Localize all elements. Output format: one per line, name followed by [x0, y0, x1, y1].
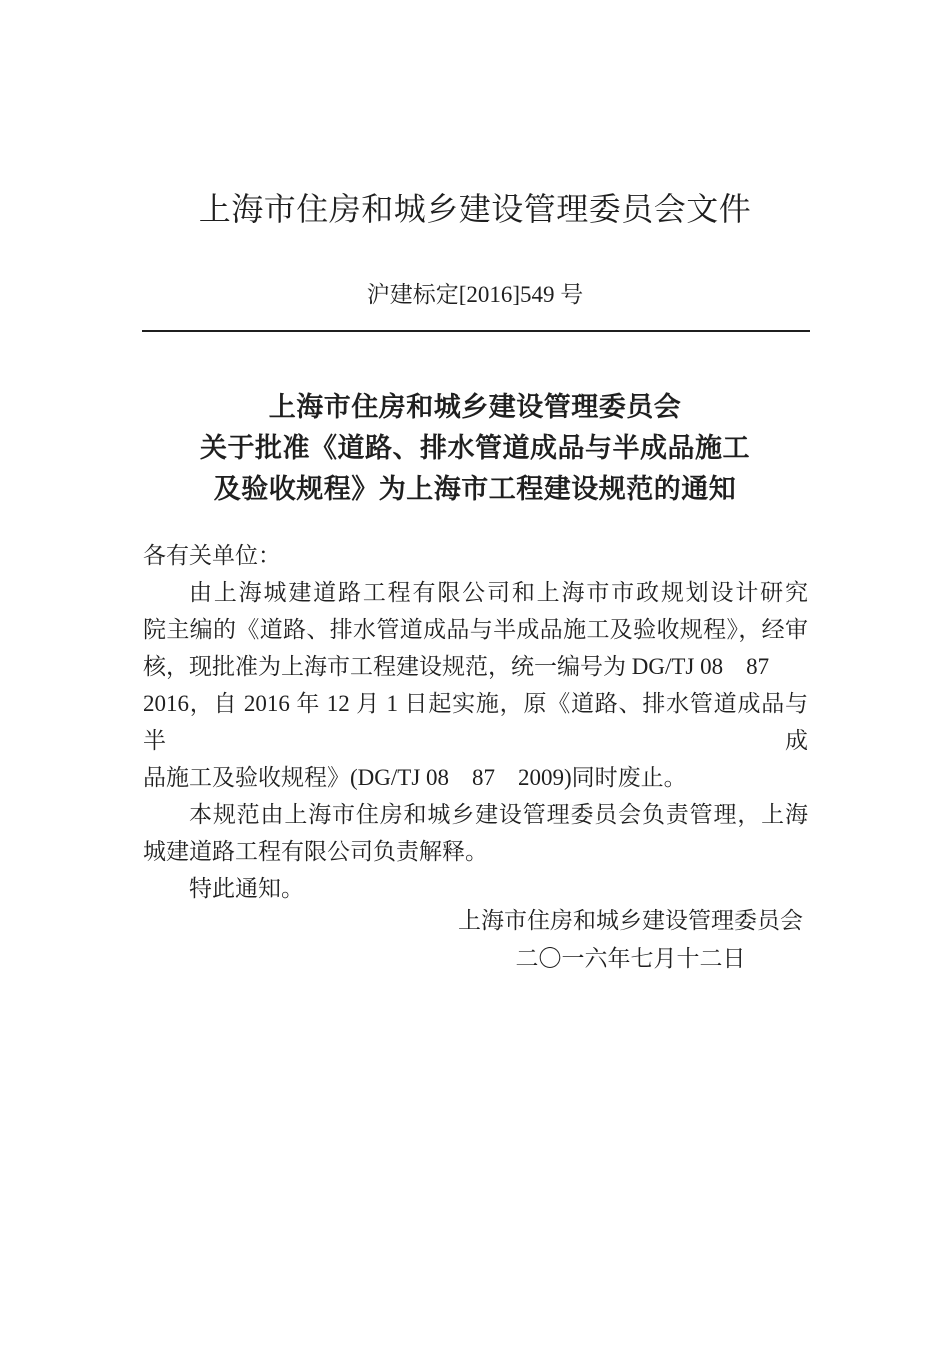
notice-title-line-2: 关于批准《道路、排水管道成品与半成品施工	[200, 433, 750, 463]
notice-title	[0, 387, 950, 510]
notice-title-line-1: 上海市住房和城乡建设管理委员会	[268, 392, 682, 422]
body-line: 本规范由上海市住房和城乡建设管理委员会负责管理，上海	[189, 802, 808, 827]
body-line: 由上海城建道路工程有限公司和上海市市政规划设计研究	[189, 580, 808, 605]
body-line: 品施工及验收规程》(DG/TJ 08 87 2009)同时废止。	[143, 765, 687, 790]
body-line: 院主编的《道路、排水管道成品与半成品施工及验收规程》，经审	[143, 617, 808, 642]
body-line: 各有关单位：	[143, 543, 281, 568]
signature-date: 二〇一六年七月十二日	[515, 946, 746, 971]
body-line: 核，现批准为上海市工程建设规范，统一编号为 DG/TJ 08 87	[143, 654, 770, 679]
notice-title-line-3: 及验收规程》为上海市工程建设规范的通知	[213, 474, 737, 504]
notice-body	[143, 537, 808, 907]
letterhead-title: 上海市住房和城乡建设管理委员会文件	[198, 191, 752, 227]
signature-block	[458, 902, 803, 978]
letterhead-divider-rule	[142, 330, 810, 332]
body-line: 特此通知。	[189, 876, 304, 901]
body-line: 城建道路工程有限公司负责解释。	[143, 839, 488, 864]
body-line: 2016，自 2016 年 12 月 1 日起实施，原《道路、排水管道成品与半成	[143, 691, 808, 753]
doc-number: 沪建标定[2016]549 号	[366, 282, 584, 307]
signature-org: 上海市住房和城乡建设管理委员会	[458, 908, 803, 933]
